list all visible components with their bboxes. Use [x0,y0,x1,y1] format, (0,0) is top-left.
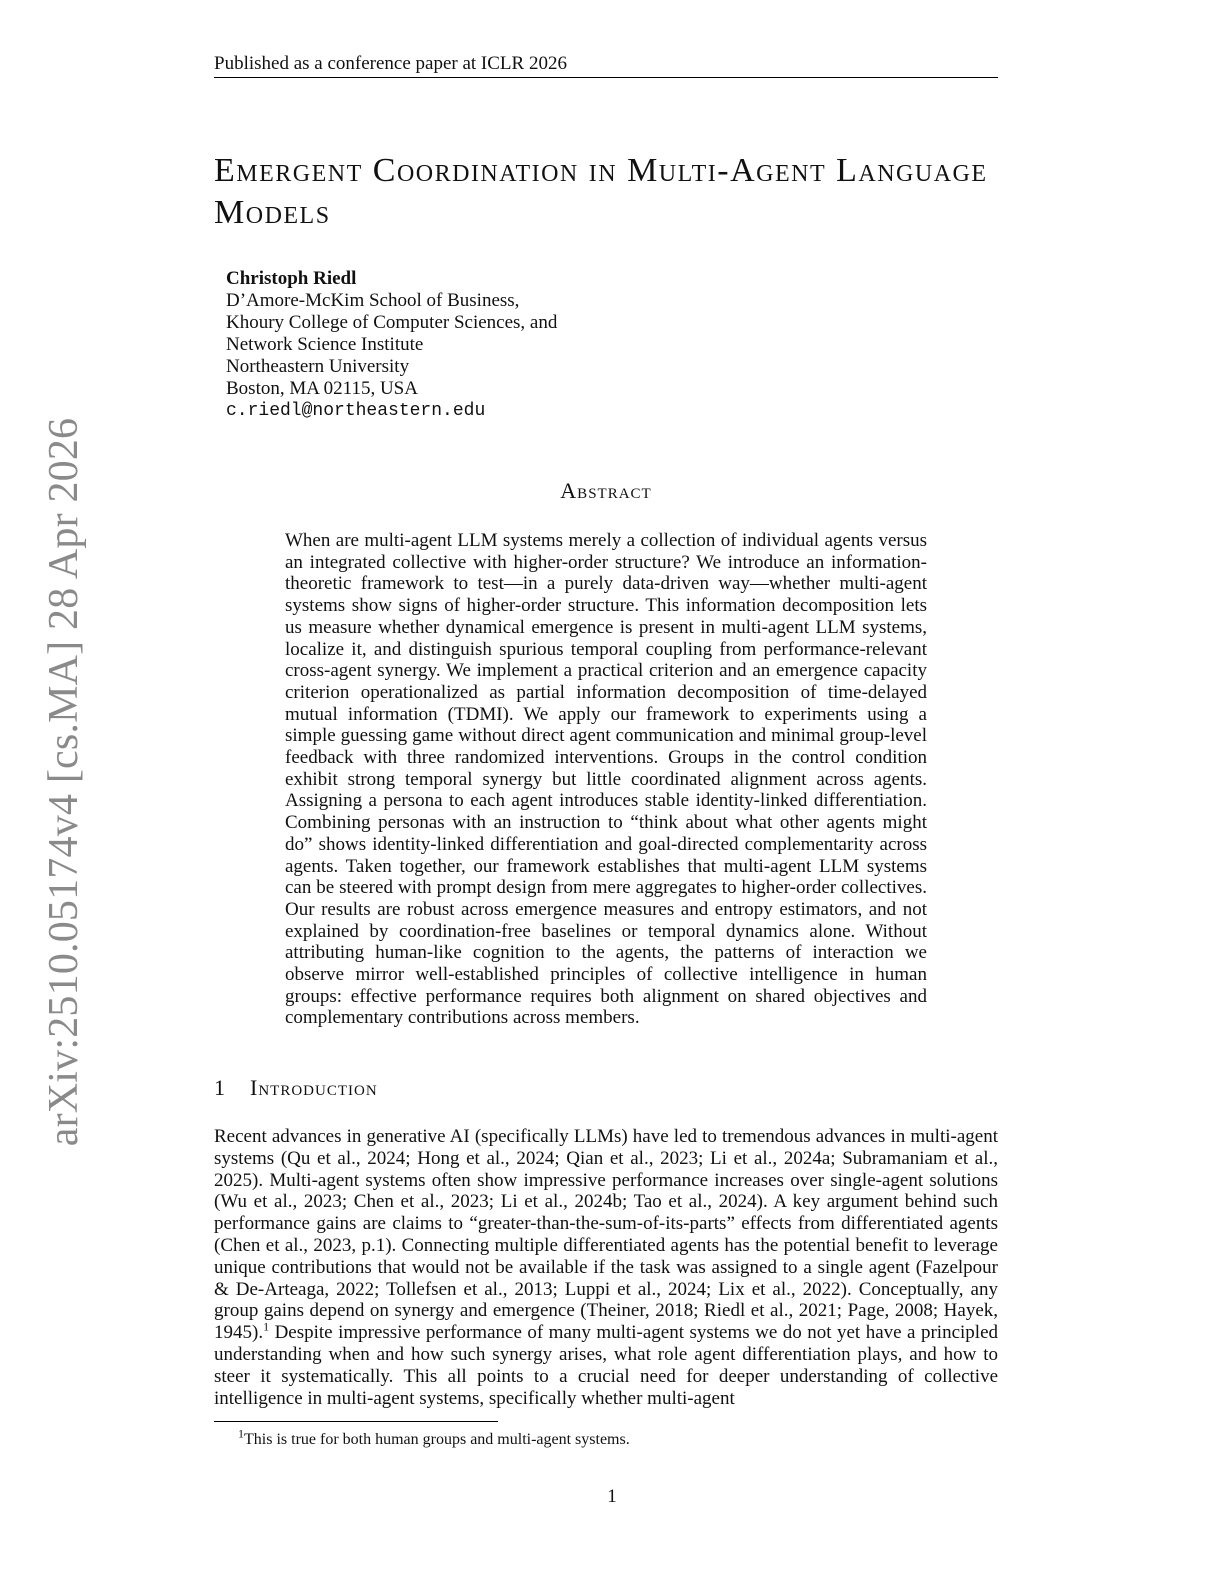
running-header: Published as a conference paper at ICLR 2026 [214,52,998,78]
author-block [226,268,557,422]
abstract-heading: Abstract [560,478,652,503]
paper-title [214,150,1014,234]
footnote-divider [214,1421,498,1422]
author-name: Christoph Riedl [226,268,357,289]
introduction-paragraph [214,1126,998,1409]
section-number: 1 [214,1075,226,1100]
affiliation-line: D’Amore-McKim School of Business, [226,290,520,311]
arxiv-id: arXiv:2510.05174v4 [cs.MA] 28 Apr 2026 [41,417,87,1147]
footnote [238,1426,630,1451]
footnote-text: This is true for both human groups and multi-agent systems. [244,1431,630,1448]
section-heading-introduction [214,1075,378,1101]
affiliation-line: Network Science Institute [226,334,424,355]
affiliation-line: Northeastern University [226,356,410,377]
page-number: 1 [607,1486,617,1507]
intro-text-part-1: Recent advances in generative AI (specifically LLMs) have led to tremendous advances in multi-agent systems (Qu et al., 2024; Hong et al., 2024; Qian et al., 2023; Li et al., 2024a; Subramaniam et al., 2025). Multi-agent systems often show impressive performance increases over single-agent solutions (Wu et al., 2023; Chen et al., 2023; Li et al., 2024b; Tao et al., 2024). A key argument behind such performance gains are claims to “greater-than-the-sum-of-its-parts” effects from differentiated agents (Chen et al., 2023, p.1). Connecting multiple differentiated agents has the potential benefit to leverage unique contributions that would not be available if the task was assigned to a single agent (Fazelpour & De-Arteaga, 2022; Tollefsen et al., 2013; Luppi et al., 2024; Lix et al., 2022). Conceptually, any group gains depend on synergy and emergence (Theiner, 2018; Riedl et al., 2021; Page, 2008; Hayek, 1945). [214,1126,998,1344]
author-email[interactable]: c.riedl@northeastern.edu [226,401,486,421]
abstract-text: When are multi-agent LLM systems merely a collection of individual agents versus an integrated collective with higher-order structure? We introduce an information-theoretic framework to test—in a purely data-driven way—whether multi-agent systems show signs of higher-order structure. This information decomposition lets us measure whether dynamical emergence is present in multi-agent LLM systems, localize it, and distinguish spurious temporal coupling from performance-relevant cross-agent synergy. We implement a practical criterion and an emergence capacity criterion operationalized as partial information decomposition of time-delayed mutual information (TDMI). We apply our framework to experiments using a simple guessing game without direct agent communication and minimal group-level feedback with three randomized interventions. Groups in the control condition exhibit strong temporal synergy but little coordinated alignment across agents. Assigning a persona to each agent introduces stable identity-linked differentiation. Combining personas with an instruction to “think about what other agents might do” shows identity-linked differentiation and goal-directed complementarity across agents. Taken together, our framework establishes that multi-agent LLM systems can be steered with prompt design from mere aggregates to higher-order collectives. Our results are robust across emergence measures and entropy estimators, and not explained by coordination-free baselines or temporal dynamics alone. Without attributing human-like cognition to the agents, the patterns of interaction we observe mirror well-established principles of collective intelligence in human groups: effective performance requires both alignment on shared objectives and complementary contributions across members. [285,530,927,1029]
footnote-reference[interactable]: 1 [263,1319,270,1334]
affiliation-line: Boston, MA 02115, USA [226,378,418,399]
section-title: Introduction [250,1075,378,1100]
affiliation-line: Khoury College of Computer Sciences, and [226,312,558,333]
footnote-marker: 1 [238,1426,244,1441]
paper-title-text: Emergent Coordination in Multi-Agent Language Models [214,152,988,231]
intro-text-part-2: Despite impressive performance of many multi-agent systems we do not yet have a principled understanding when and how such synergy arises, what role agent differentiation plays, and how to steer it systematically. This all points to a crucial need for deeper understanding of collective intelligence in multi-agent systems, specifically whether multi-agent [214,1322,998,1409]
